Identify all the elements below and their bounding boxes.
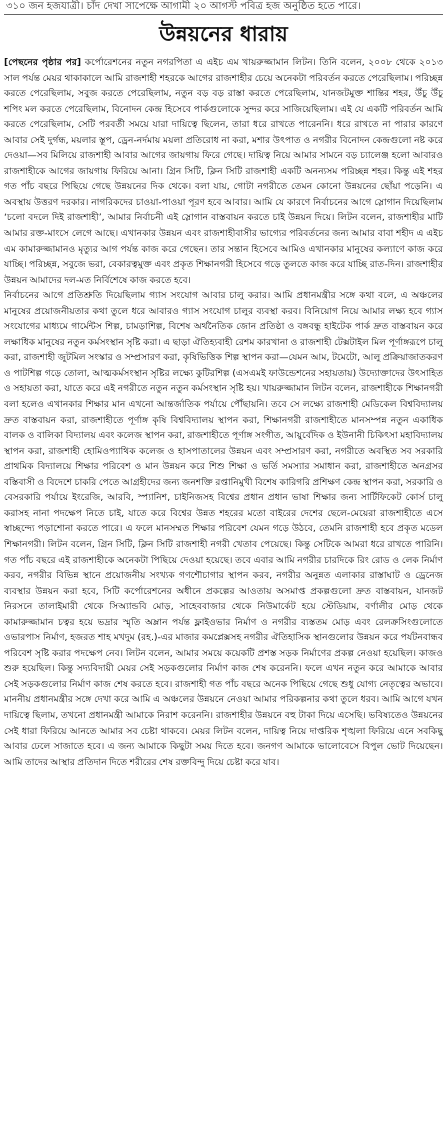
paragraph-text: নির্বাচনের আগে প্রতিশ্রুতি দিয়েছিলাম গ্যাস সংযোগ আবার চালু করার। আমি প্রধানমন্ত্রীর সঙ্গে কথা বলে, এ অঞ্চলের মানুষের প্রয়োজনীয়তার কথা তুলে ধরে আবারও গ্যাস সংযোগ চালুর ব্যবস্থা করব। বিনিয়োগ নিয়ে আমার লক্ষ্য হবে গ্যাস সংযোগের মাধ্যমে গার্মেন্টস শিল্প, চামড়াশিল্প, বিশেষ অর্থনৈতিক জোন প্রতিষ্ঠা ও বঙ্গবন্ধু হাইটেক পার্ক দ্রুত বাস্তবায়ন করে লক্ষাধিক মানুষের নতুন কর্মসংস্থান সৃষ্টি করা। এ ছাড়া ঐতিহ্যবাহী রেশম কারখানা ও রাজশাহী টেক্সটাইল মিল পূর্ণাঙ্গরূপে চালু করা, রাজশাহী জুটমিল সংস্কার ও সম্প্রসারণ করা, কৃষিভিত্তিক শিল্প স্থাপন করা—যেমন আম, টমেটো, আলু প্রক্রিয়াজাতকরণ ও পাটশিল্প গড়ে তোলা, আত্মকর্মসংস্থান সৃষ্টির লক্ষ্যে কুটিরশিল্প (এসএমই ফাউন্ডেশনের সহায়তায়) উদ্যোক্তাদের উৎসাহিত ও সহায়তা করা, যাতে করে এই নগরীতে নতুন নতুন কর্মসংস্থান সৃষ্টি হয়। খায়রুজ্জামান লিটন বলেন, রাজশাহীকে শিক্ষানগরী বলা হলেও এখানকার শিক্ষার মান এখনো আন্তর্জাতিক পর্যায়ে পৌঁছায়নি। তবে সে লক্ষ্যে রাজশাহী মেডিকেল বিশ্ববিদ্যালয় দ্রুত বাস্তবায়ন করা, রাজশাহীতে পূর্ণাঙ্গ কৃষি বিশ্ববিদ্যালয় স্থাপন করা, শিক্ষানগরী রাজশাহীতে মানসম্পন্ন নতুন একাধিক বালক ও বালিকা বিদ্যালয় এবং কলেজ স্থাপন করা, রাজশাহীতে পূর্ণাঙ্গ সংগীত, আয়ুর্বেদিক ও ইউনানী চিকিৎসা মহাবিদ্যালয় স্থাপন করা, রাজশাহী হোমিওপ্যাথিক কলেজ ও হাসপাতালের উন্নয়ন এবং সম্প্রসারণ করা, নগরীতে অবস্থিত সব সরকারি প্রাথমিক বিদ্যালয়ে শিক্ষার পরিবেশ ও মান উন্নয়ন করে শিশু শিক্ষা ও ভর্তি সমস্যার সমাধান করা, রাজশাহীতে অনগ্রসর বস্তিবাসী ও বিদেশে চাকরি পেতে আগ্রহীদের জন্য জনশক্তি রপ্তানিমুখী বিশেষ কারিগরি প্রশিক্ষণ কেন্দ্র স্থাপন করা, সরকারি ও বেসরকারি পর্যায়ে ইংরেজি, আরবি, স্প্যানিশ, চাইনিজসহ বিশ্বের প্রধান প্রধান ভাষা শিক্ষার জন্য সার্টিফিকেট কোর্স চালু করাসহ নানা পদক্ষেপ নিতে চাই, যাতে করে বিশ্বের উন্নত শহরের মতো বাইরের দেশের ছেলে-মেয়েরা রাজশাহীতে এসে স্বাচ্ছন্দ্যে পড়াশোনা করতে পারে। এ ফলে মানসম্মত শিক্ষার পরিবেশ যেমন গড়ে উঠবে, তেমনি রাজশাহী হবে প্রকৃত মডেল শিক্ষানগরী। লিটন বলেন, গ্রিন সিটি, ক্লিন সিটি রাজশাহী নগরী খেতাব পেয়েছে। কিন্তু সেটিকে আমরা ধরে রাখতে পারিনি। গত পাঁচ বছরে এই রাজশাহীকে অনেকটা পিছিয়ে দেওয়া হয়েছে। তবে এবার আমি নগরীর চারদিকে রিং রোড ও লেক নির্মাণ করব, নগরীর বিভিন্ন স্থানে প্রয়োজনীয় সংখ্যক গণশৌচাগার স্থাপন করব, নগরীর অনুন্নত এলাকার রাস্তাঘাট ও ড্রেনেজ ব্যবস্থার উন্নয়ন করা হবে, সিটি কর্পোরেশনের অধীনে প্রকল্পের আওতায় অসমাপ্ত প্রকল্পগুলো দ্রুত বাস্তবায়ন, যানজট নিরসনে তালাইমারী থেকে সিঅ্যান্ডবি মোড়, সাহেববাজার থেকে নিউমার্কেট হয়ে স্টেডিয়াম, বর্ণালীর মোড় থেকে কামারুজ্জামান চত্বর হয়ে ভদ্রার স্মৃতি অম্লান পর্যন্ত ফ্লাইওভার নির্মাণ ও নগরীর ব্যস্ততম মোড় এবং রেলক্রসিংগুলোতে ওভারপাস নির্মাণ, হজরত শাহ মখদুম (রহ.)-এর মাজার কমপ্লেক্সসহ নগরীর ঐতিহাসিক স্থানগুলোর উন্নয়ন করে পর্যটনবান্ধব পরিবেশ সৃষ্টি করার পদক্ষেপ নেব। লিটন বলেন, আমার সময়ে কয়েকটি প্রশস্ত সড়ক নির্মাণের প্রকল্প নেওয়া হয়েছিল। কাজও শুরু হয়েছিল। কিন্তু সদ্যবিদায়ী মেয়র সেই সড়কগুলোর নির্মাণ কাজ শেষ করেননি। ফলে এখন নতুন করে আমাকে আবার সেই সড়কগুলোর নির্মাণ কাজ শেষ করতে হবে। রাজশাহী গত পাঁচ বছরে অনেক পিছিয়ে গেছে শুধু যোগ্য নেতৃত্বের অভাবে। মাননীয় প্রধানমন্ত্রীর সঙ্গে দেখা করে আমি এ অঞ্চলের উন্নয়নে নেওয়া আমার পরিকল্পনার কথা তুলে ধরব। আমি আগে যখন দায়িত্বে ছিলাম, তখনো প্রধানমন্ত্রী আমাকে নিরাশ করেননি। রাজশাহীর উন্নয়নে বহু টাকা দিয়ে এসেছি। ভবিষ্যতেও উন্নয়নের সেই ধারা ফিরিয়ে আনতে আমার সব চেষ্টা থাকবে। মেয়র লিটন বলেন, দায়িত্ব নিয়ে দাপ্তরিক শৃঙ্খলা ফিরিয়ে এনে সবকিছু আবার ঢেলে সাজাতে হবে। এ জন্য আমাকে কিছুটা সময় দিতে হবে। জনগণ আমাকে ভালোবেসে বিপুল ভোট দিয়েছেন। আমি তাদের আস্থার প্রতিদান দিতে শরীরের শেষ রক্তবিন্দু দিয়ে চেষ্টা করে যাব। (4, 290, 443, 768)
news-clipping (4, 0, 443, 770)
paragraph-text: কর্পোরেশনের নতুন নগরপিতা এ এইচ এম খায়রুজ্জামান লিটন। তিনি বলেন, ২০০৮ থেকে ২০১৩ সাল পর্যন্ত মেয়র থাকাকালে আমি রাজশাহী শহরকে আগের রাজশাহীর চেয়ে অনেকটা পরিবর্তন করতে পেরেছিলাম। পরিচ্ছন্ন করতে পেরেছিলাম, সবুজ করতে পেরেছিলাম, নতুন বড় বড় রাস্তা করতে পেরেছিলাম, যানজটমুক্ত শান্তির শহর, উঁচু উঁচু শপিং মল করতে পেরেছিলাম, বিনোদন কেন্দ্র হিসেবে পার্কগুলোকে সুন্দর করে সাজিয়েছিলাম। এই যে একটি পরিবর্তন আমি করতে পেরেছিলাম, সেটি পরবর্তী সময়ে যারা দায়িত্বে ছিলেন, তারা ধরে রাখতে পারেননি। ধরে রাখতে না পারার কারণে আবার সেই দুর্গন্ধ, ময়লার স্তূপ, ড্রেন-নর্দমায় ময়লা প্রতিরোধ না করা, মশার উৎপাত ও নগরীর বিনোদন কেন্দ্রগুলো নষ্ট করে দেওয়া—সব মিলিয়ে রাজশাহী আবার আগের জায়গায় ফিরে গেছে। দায়িত্ব নিয়ে আমার সামনে বড় চ্যালেঞ্জ হলো আবারও রাজশাহীকে আগের জায়গায় ফিরিয়ে আনা। গ্রিন সিটি, ক্লিন সিটি রাজশাহী একটি অনন্যসম পরিচ্ছন্ন শহর। কিন্তু এই শহর গত পাঁচ বছরে পিছিয়ে গেছে উন্নয়নের দিক থেকে। বলা যায়, গোটা নগরীতে তেমন কোনো উন্নয়নের ছোঁয়া পড়েনি। এ অবস্থায় উত্তরণ দরকার। নাগরিকদের চাওয়া-পাওয়া পূরণ হবে আবার। আমি যে কারণে নির্বাচনের আগে স্লোগান দিয়েছিলাম ‘চলো বদলে দিই রাজশাহী’, আমার নির্বাচনী এই স্লোগান বাস্তবায়ন করতে চাই উন্নয়ন দিয়ে। লিটন বলেন, রাজশাহীর মাটি আমার রক্ত-মাংসে লেগে আছে। এখানকার উন্নয়ন এবং রাজশাহীবাসীর ভাগ্যের পরিবর্তনের জন্য আমার বাবা শহীদ এ এইচ এম কামারুজ্জামানও মৃত্যুর আগ পর্যন্ত কাজ করে গেছেন। তার সন্তান হিসেবে আমিও এখানকার মানুষের কল্যাণে কাজ করে যাচ্ছি। পরিচ্ছন্ন, সবুজে ভরা, বেকারত্বমুক্ত এবং প্রকৃত শিক্ষানগরী হিসেবে গড়ে তুলতে কাজ করে যাচ্ছি রাত-দিন। রাজশাহীর উন্নয়ন আমাদের দল-মত নির্বিশেষে কাজ করতে হবে। (4, 57, 444, 286)
paragraph (4, 55, 443, 288)
headline: উন্নয়নের ধারায় (159, 21, 288, 46)
paragraph (4, 288, 443, 770)
article-body (4, 55, 443, 770)
previous-story-tail: ৩১০ জন হজযাত্রী। চাঁদ দেখা সাপেক্ষে আগামী ২০ আগস্ট পবিত্র হজ অনুষ্ঠিত হতে পারে। (6, 1, 361, 12)
continuation-kicker: [পেছনের পৃষ্ঠার পর] (4, 57, 82, 68)
divider (4, 14, 443, 15)
